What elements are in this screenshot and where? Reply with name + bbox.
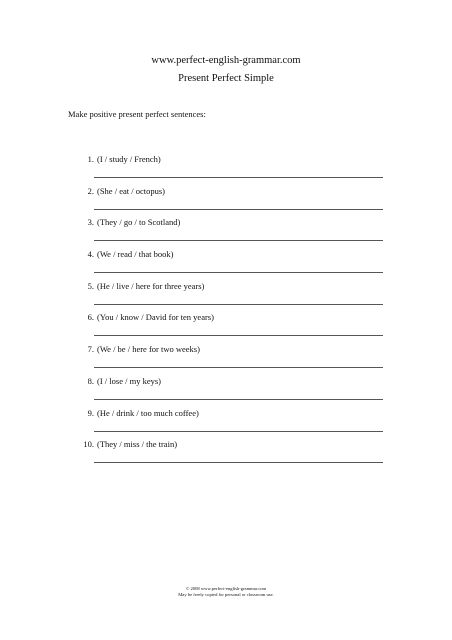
exercise-number: 5.	[87, 280, 94, 291]
exercise-number: 8.	[87, 375, 94, 386]
answer-line	[94, 209, 383, 210]
exercise-item	[0, 344, 452, 376]
answer-line	[94, 399, 383, 400]
exercise-item	[0, 439, 452, 471]
worksheet-title: Present Perfect Simple	[178, 73, 274, 84]
exercise-number: 1.	[87, 154, 94, 164]
exercise-number: 2.	[87, 185, 94, 196]
footer-copyright: © 2008 www.perfect-english-grammar.com	[185, 586, 267, 591]
answer-line	[94, 304, 383, 305]
exercise-prompt: (He / drink / too much coffee)	[97, 407, 199, 418]
exercise-item	[0, 281, 452, 313]
exercise-number: 7.	[87, 344, 94, 355]
exercise-number: 9.	[87, 407, 94, 418]
answer-line	[94, 335, 383, 336]
exercise-number: 4.	[87, 249, 94, 260]
footer	[0, 586, 452, 598]
exercise-prompt: (She / eat / octopus)	[97, 185, 165, 196]
answer-line	[94, 462, 383, 463]
exercise-number: 3.	[87, 217, 94, 228]
exercise-prompt: (He / live / here for three years)	[97, 280, 205, 291]
exercise-prompt: (You / know / David for ten years)	[97, 312, 214, 323]
exercise-item	[0, 312, 452, 344]
answer-line	[94, 272, 383, 273]
exercise-prompt: (We / be / here for two weeks)	[97, 344, 200, 355]
exercise-item	[0, 186, 452, 218]
exercise-prompt: (They / go / to Scotland)	[97, 217, 181, 228]
exercise-item	[0, 154, 452, 186]
exercise-item	[0, 376, 452, 408]
exercise-number: 10.	[83, 439, 94, 450]
exercise-item	[0, 217, 452, 249]
answer-line	[94, 177, 383, 178]
exercise-number: 6.	[87, 312, 94, 323]
footer-note: May be freely copied for personal or classroom use.	[178, 592, 274, 597]
exercise-item	[0, 408, 452, 440]
answer-line	[94, 240, 383, 241]
exercise-prompt: (We / read / that book)	[97, 249, 174, 260]
exercise-prompt: (I / study / French)	[97, 154, 161, 164]
answer-line	[94, 367, 383, 368]
exercise-prompt: (They / miss / the train)	[97, 439, 178, 450]
instruction-text: Make positive present perfect sentences:	[68, 109, 206, 119]
answer-line	[94, 431, 383, 432]
exercise-item	[0, 249, 452, 281]
exercise-prompt: (I / lose / my keys)	[97, 375, 161, 386]
site-url: www.perfect-english-grammar.com	[151, 55, 301, 66]
exercise-list	[0, 154, 452, 471]
